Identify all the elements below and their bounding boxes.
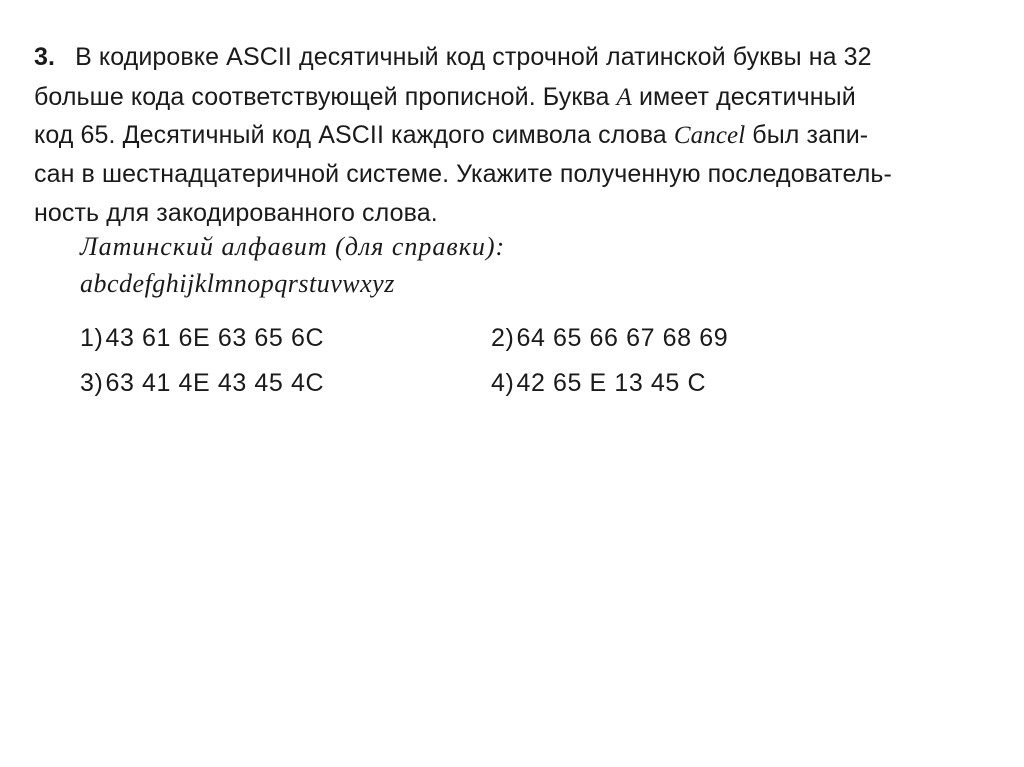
- word-cancel-italic: Cancel: [673, 122, 746, 149]
- option-2-value: 64 65 66 67 68 69: [516, 324, 729, 352]
- option-4-value: 42 65 E 13 45 C: [516, 369, 707, 397]
- problem-text-line-1: В кодировке ASCII десятичный код строчной латинской буквы на 32: [75, 43, 872, 71]
- problem-text-line-3a: код 65. Десятичный код ASCII каждого символа слова: [34, 121, 674, 149]
- reference-title: Латинский алфавит (для справки):: [80, 232, 506, 261]
- problem-text-line-2b: имеет десятичный: [631, 83, 856, 111]
- option-4-number: 4): [491, 369, 515, 397]
- answer-option-2[interactable]: [491, 323, 728, 353]
- problem-text-line-3b: был запи-: [745, 121, 869, 149]
- problem-text-line-2a: больше кода соответствующей прописной. Буква: [34, 83, 617, 111]
- option-1-number: 1): [80, 324, 104, 352]
- problem-line-5: ность для закодированного слова.: [34, 199, 438, 227]
- letter-a-italic: A: [616, 84, 632, 111]
- answer-option-3[interactable]: [80, 368, 324, 398]
- answer-option-4[interactable]: [491, 368, 706, 398]
- reference-alphabet: abcdefghijklmnopqrstuvwxyz: [80, 269, 395, 298]
- problem-number: 3.: [34, 43, 56, 71]
- option-3-value: 63 41 4E 43 45 4C: [105, 369, 325, 397]
- problem-line-2: [34, 82, 856, 113]
- problem-line-1: [34, 42, 872, 72]
- answer-option-1[interactable]: [80, 323, 324, 353]
- option-3-number: 3): [80, 369, 104, 397]
- problem-line-4: сан в шестнадцатеричной системе. Укажите полученную последователь-: [34, 160, 892, 188]
- problem-line-3: [34, 120, 868, 151]
- option-1-value: 43 61 6E 63 65 6C: [105, 324, 325, 352]
- option-2-number: 2): [491, 324, 515, 352]
